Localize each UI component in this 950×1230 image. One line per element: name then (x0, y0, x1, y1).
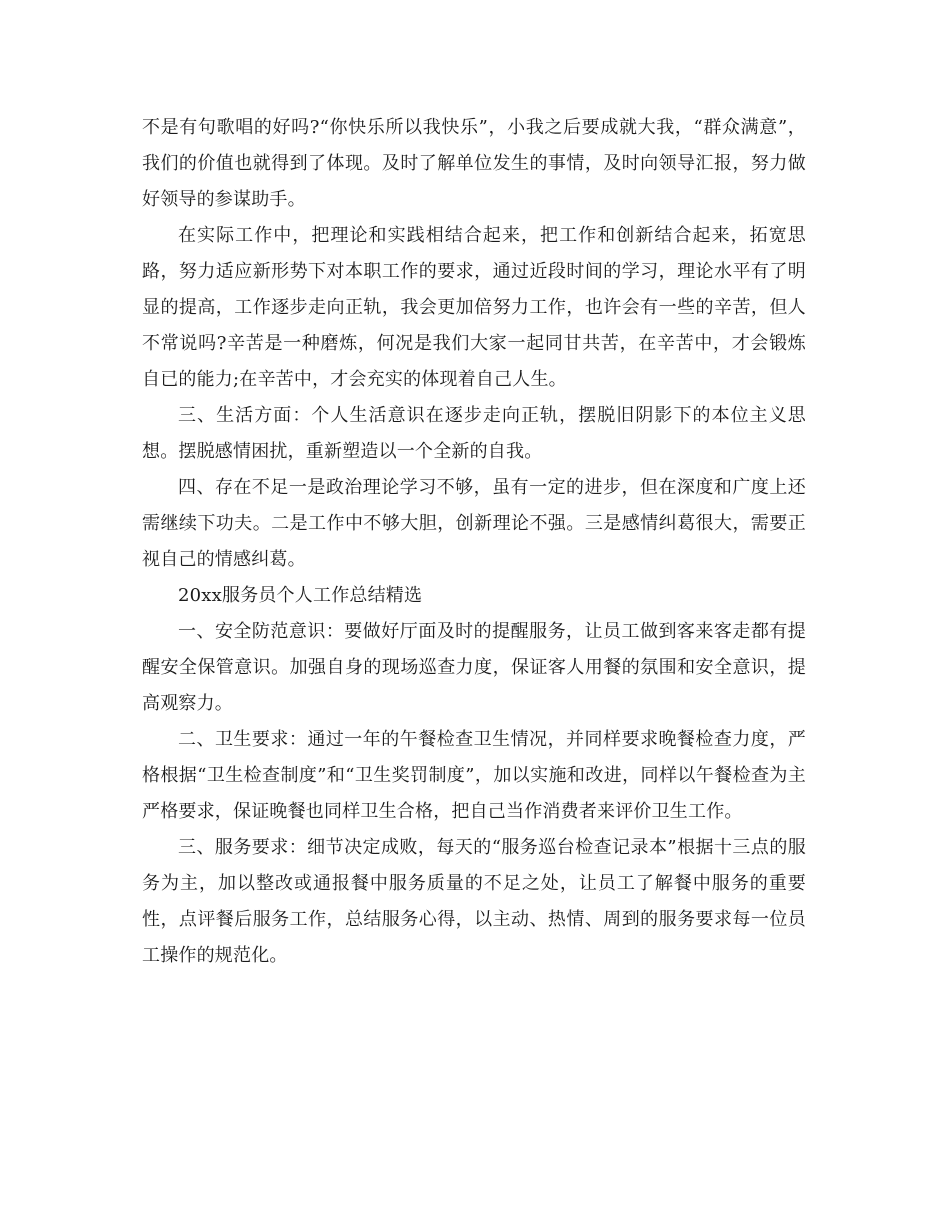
paragraph-5: 一、安全防范意识：要做好厅面及时的提醒服务，让员工做到客来客走都有提醒安全保管意识。加强自身的现场巡查力度，保证客人用餐的氛围和安全意识，提高观察力。 (142, 621, 806, 714)
paragraph-2: 在实际工作中，把理论和实践相结合起来，把工作和创新结合起来，拓宽思路，努力适应新形势下对本职工作的要求，通过近段时间的学习，理论水平有了明显的提高，工作逐步走向正轨，我会更加倍努力工作，也许会有一些的辛苦，但人不常说吗?辛苦是一种磨炼，何况是我们大家一起同甘共苦，在辛苦中，才会锻炼自已的能力;在辛苦中，才会充实的体现着自己人生。 (142, 225, 806, 390)
paragraph-7: 三、服务要求：细节决定成败，每天的“服务巡台检查记录本”根据十三点的服务为主，加以整改或通报餐中服务质量的不足之处，让员工了解餐中服务的重要性，点评餐后服务工作，总结服务心得，以主动、热情、周到的服务要求每一位员工操作的规范化。 (142, 837, 806, 966)
paragraph-3: 三、生活方面：个人生活意识在逐步走向正轨，摆脱旧阴影下的本位主义思想。摆脱感情困扰，重新塑造以一个全新的自我。 (142, 405, 806, 462)
paragraph-4: 四、存在不足一是政治理论学习不够，虽有一定的进步，但在深度和广度上还需继续下功夫。二是工作中不够大胆，创新理论不强。三是感情纠葛很大，需要正视自己的情感纠葛。 (142, 477, 806, 570)
paragraph-6: 二、卫生要求：通过一年的午餐检查卫生情况，并同样要求晚餐检查力度，严格根据“卫生检查制度”和“卫生奖罚制度”，加以实施和改进，同样以午餐检查为主严格要求，保证晚餐也同样卫生合格，把自己当作消费者来评价卫生工作。 (142, 729, 806, 822)
document-body (142, 110, 806, 974)
section-heading: 20xx服务员个人工作总结精选 (178, 585, 423, 606)
paragraph-1: 不是有句歌唱的好吗?“你快乐所以我快乐”，小我之后要成就大我，“群众满意”，我们的价值也就得到了体现。及时了解单位发生的事情，及时向领导汇报，努力做好领导的参谋助手。 (142, 117, 806, 210)
